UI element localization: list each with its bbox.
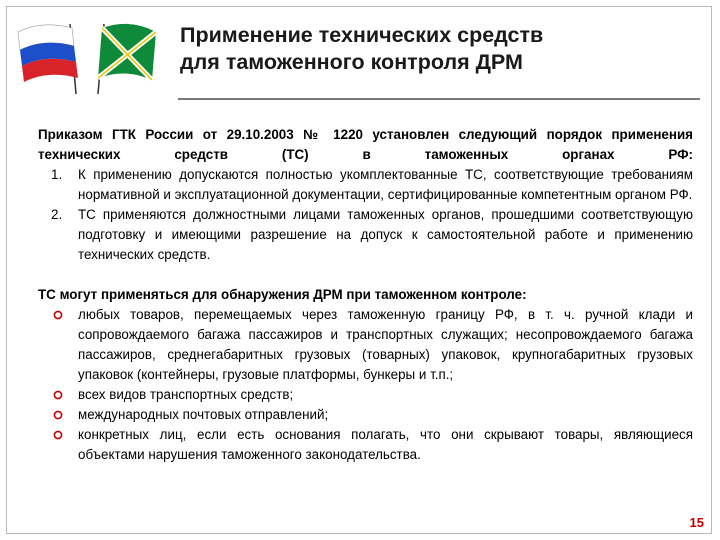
flags-icon [12, 14, 162, 96]
item-text: К применению допускаются полностью укомплектованные ТС, соответствующие требованиям нормативной и эксплуатационной документации, сертифицированные компетентным органом РФ. [78, 167, 693, 202]
flags-logo [12, 14, 162, 96]
usage-text: всех видов транспортных средств; [78, 387, 294, 402]
procedure-item [38, 205, 693, 265]
bullet-icon [52, 409, 64, 421]
usage-item [38, 425, 693, 465]
main-content [38, 125, 693, 465]
page-number: 15 [689, 515, 704, 530]
procedure-list [38, 165, 693, 265]
usage-item [38, 405, 693, 425]
procedure-item [38, 165, 693, 205]
bullet-icon [52, 429, 64, 441]
subheading: ТС могут применяться для обнаружения ДРМ при таможенном контроле: [38, 287, 527, 302]
spacer [38, 265, 693, 285]
russia-flag-icon [18, 24, 78, 94]
title-line-2: для таможенного контроля ДРМ [180, 50, 523, 74]
usage-text: конкретных лиц, если есть основания полагать, что они скрывают товары, являющиеся объектами нарушения таможенного законодательства. [78, 427, 693, 462]
item-text: ТС применяются должностными лицами таможенных органов, прошедшими соответствующую подготовку и имеющими разрешение на допуск к самостоятельной работе и применению технических средств. [78, 207, 693, 262]
intro-paragraph: Приказом ГТК России от 29.10.2003 № 1220 установлен следующий порядок применения технических средств (ТС) в таможенных органах РФ: [38, 127, 693, 162]
bullet-icon [52, 389, 64, 401]
usage-item [38, 305, 693, 385]
usage-text: международных почтовых отправлений; [78, 407, 329, 422]
title-line-1: Применение технических средств [180, 23, 544, 47]
usage-text: любых товаров, перемещаемых через таможенную границу РФ, в т. ч. ручной клади и сопровождаемого багажа пассажиров и транспортных служащих; несопровождаемого багажа пассажиров, среднегабаритных грузовых (товарных) упаковок, крупногабаритных грузовых упаковок (контейнеры, грузовые платформы, бункеры и т.п.; [78, 307, 693, 382]
title-rule [178, 98, 700, 100]
usage-list [38, 305, 693, 465]
customs-flag-icon [98, 24, 156, 94]
usage-item [38, 385, 693, 405]
bullet-icon [52, 309, 64, 321]
page-title [180, 22, 600, 76]
item-number: 2. [51, 207, 63, 222]
item-number: 1. [51, 167, 63, 182]
